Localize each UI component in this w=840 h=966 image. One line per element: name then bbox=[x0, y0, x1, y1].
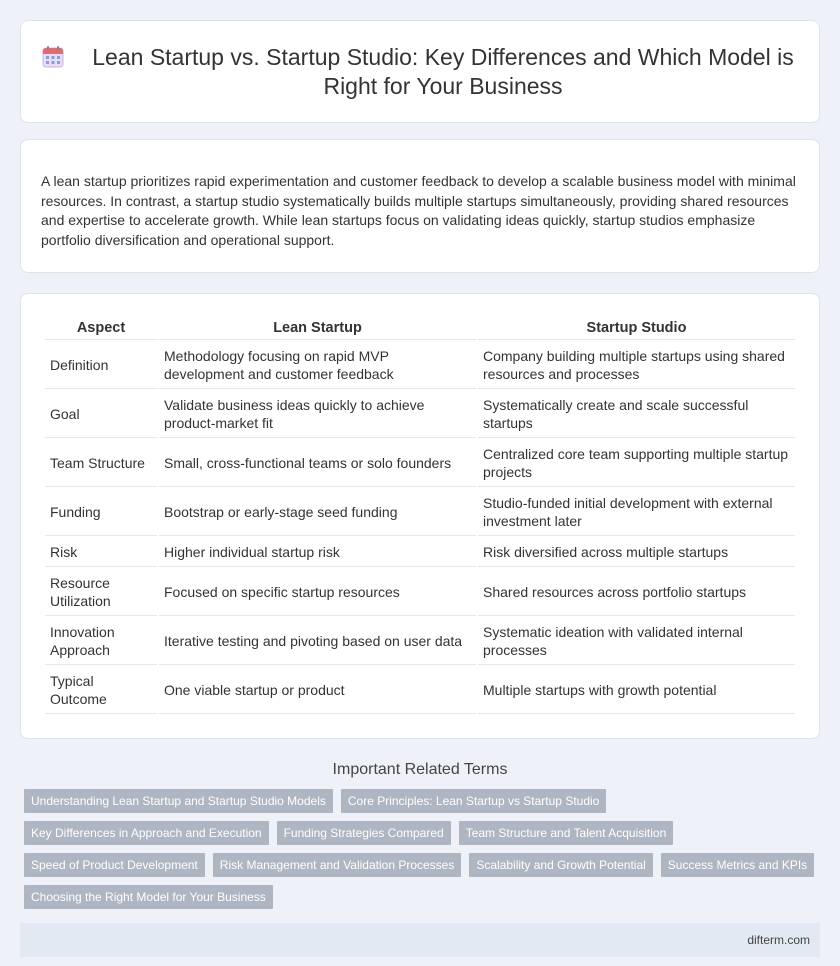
column-header: Lean Startup bbox=[159, 318, 476, 340]
comparison-table bbox=[43, 316, 797, 716]
header bbox=[41, 43, 799, 101]
related-terms-title: Important Related Terms bbox=[332, 761, 508, 778]
related-term-link[interactable]: Scalability and Growth Potential bbox=[469, 853, 652, 877]
related-term-link[interactable]: Speed of Product Development bbox=[24, 853, 205, 877]
table-cell-lean: Validate business ideas quickly to achieve product-market fit bbox=[159, 391, 476, 438]
related-term-link[interactable]: Core Principles: Lean Startup vs Startup Studio bbox=[341, 789, 606, 813]
related-term-link[interactable]: Team Structure and Talent Acquisition bbox=[459, 821, 674, 845]
table-cell-aspect: Innovation Approach bbox=[45, 618, 157, 665]
table-cell-aspect: Resource Utilization bbox=[45, 569, 157, 616]
table-row bbox=[45, 538, 795, 567]
intro-text: A lean startup prioritizes rapid experimentation and customer feedback to develop a scalable business model with minimal resources. In contrast, a startup studio systematically builds multiple startups simultaneously, providing shared resources and expertise to accelerate growth. While lean startups focus on validating ideas quickly, startup studios emphasize portfolio diversification and operational support. bbox=[41, 173, 796, 248]
table-cell-lean: One viable startup or product bbox=[159, 667, 476, 714]
table-cell-lean: Bootstrap or early-stage seed funding bbox=[159, 489, 476, 536]
table-cell-studio: Centralized core team supporting multiple startup projects bbox=[478, 440, 795, 487]
related-term-link[interactable]: Success Metrics and KPIs bbox=[661, 853, 814, 877]
table-cell-lean: Methodology focusing on rapid MVP development and customer feedback bbox=[159, 342, 476, 389]
column-header: Startup Studio bbox=[478, 318, 795, 340]
table-cell-aspect: Funding bbox=[45, 489, 157, 536]
table-cell-aspect: Team Structure bbox=[45, 440, 157, 487]
related-terms-list bbox=[24, 789, 816, 909]
table-cell-studio: Risk diversified across multiple startups bbox=[478, 538, 795, 567]
table-row bbox=[45, 440, 795, 487]
comparison-card bbox=[20, 293, 820, 739]
table-row bbox=[45, 618, 795, 665]
column-header: Aspect bbox=[45, 318, 157, 340]
table-cell-studio: Shared resources across portfolio startups bbox=[478, 569, 795, 616]
footer bbox=[20, 923, 820, 957]
intro-card bbox=[20, 139, 820, 273]
table-cell-studio: Studio-funded initial development with external investment later bbox=[478, 489, 795, 536]
table-header-row bbox=[45, 318, 795, 340]
related-term-link[interactable]: Funding Strategies Compared bbox=[277, 821, 451, 845]
table-cell-aspect: Definition bbox=[45, 342, 157, 389]
footer-brand-link[interactable]: difterm.com bbox=[747, 933, 810, 947]
table-cell-lean: Focused on specific startup resources bbox=[159, 569, 476, 616]
page-title: Lean Startup vs. Startup Studio: Key Differences and Which Model is Right for Your Business bbox=[92, 43, 794, 99]
table-cell-studio: Systematic ideation with validated internal processes bbox=[478, 618, 795, 665]
table-cell-lean: Higher individual startup risk bbox=[159, 538, 476, 567]
calendar-icon bbox=[41, 45, 65, 69]
table-row bbox=[45, 667, 795, 714]
table-cell-aspect: Risk bbox=[45, 538, 157, 567]
table-row bbox=[45, 342, 795, 389]
table-cell-studio: Multiple startups with growth potential bbox=[478, 667, 795, 714]
table-cell-lean: Iterative testing and pivoting based on user data bbox=[159, 618, 476, 665]
table-row bbox=[45, 489, 795, 536]
related-term-link[interactable]: Key Differences in Approach and Execution bbox=[24, 821, 269, 845]
table-cell-lean: Small, cross-functional teams or solo founders bbox=[159, 440, 476, 487]
table-cell-studio: Company building multiple startups using shared resources and processes bbox=[478, 342, 795, 389]
table-cell-aspect: Goal bbox=[45, 391, 157, 438]
related-term-link[interactable]: Risk Management and Validation Processes bbox=[213, 853, 462, 877]
related-term-link[interactable]: Understanding Lean Startup and Startup Studio Models bbox=[24, 789, 333, 813]
table-row bbox=[45, 569, 795, 616]
header-card bbox=[20, 20, 820, 123]
table-cell-studio: Systematically create and scale successful startups bbox=[478, 391, 795, 438]
table-row bbox=[45, 391, 795, 438]
table-cell-aspect: Typical Outcome bbox=[45, 667, 157, 714]
related-term-link[interactable]: Choosing the Right Model for Your Business bbox=[24, 885, 273, 909]
